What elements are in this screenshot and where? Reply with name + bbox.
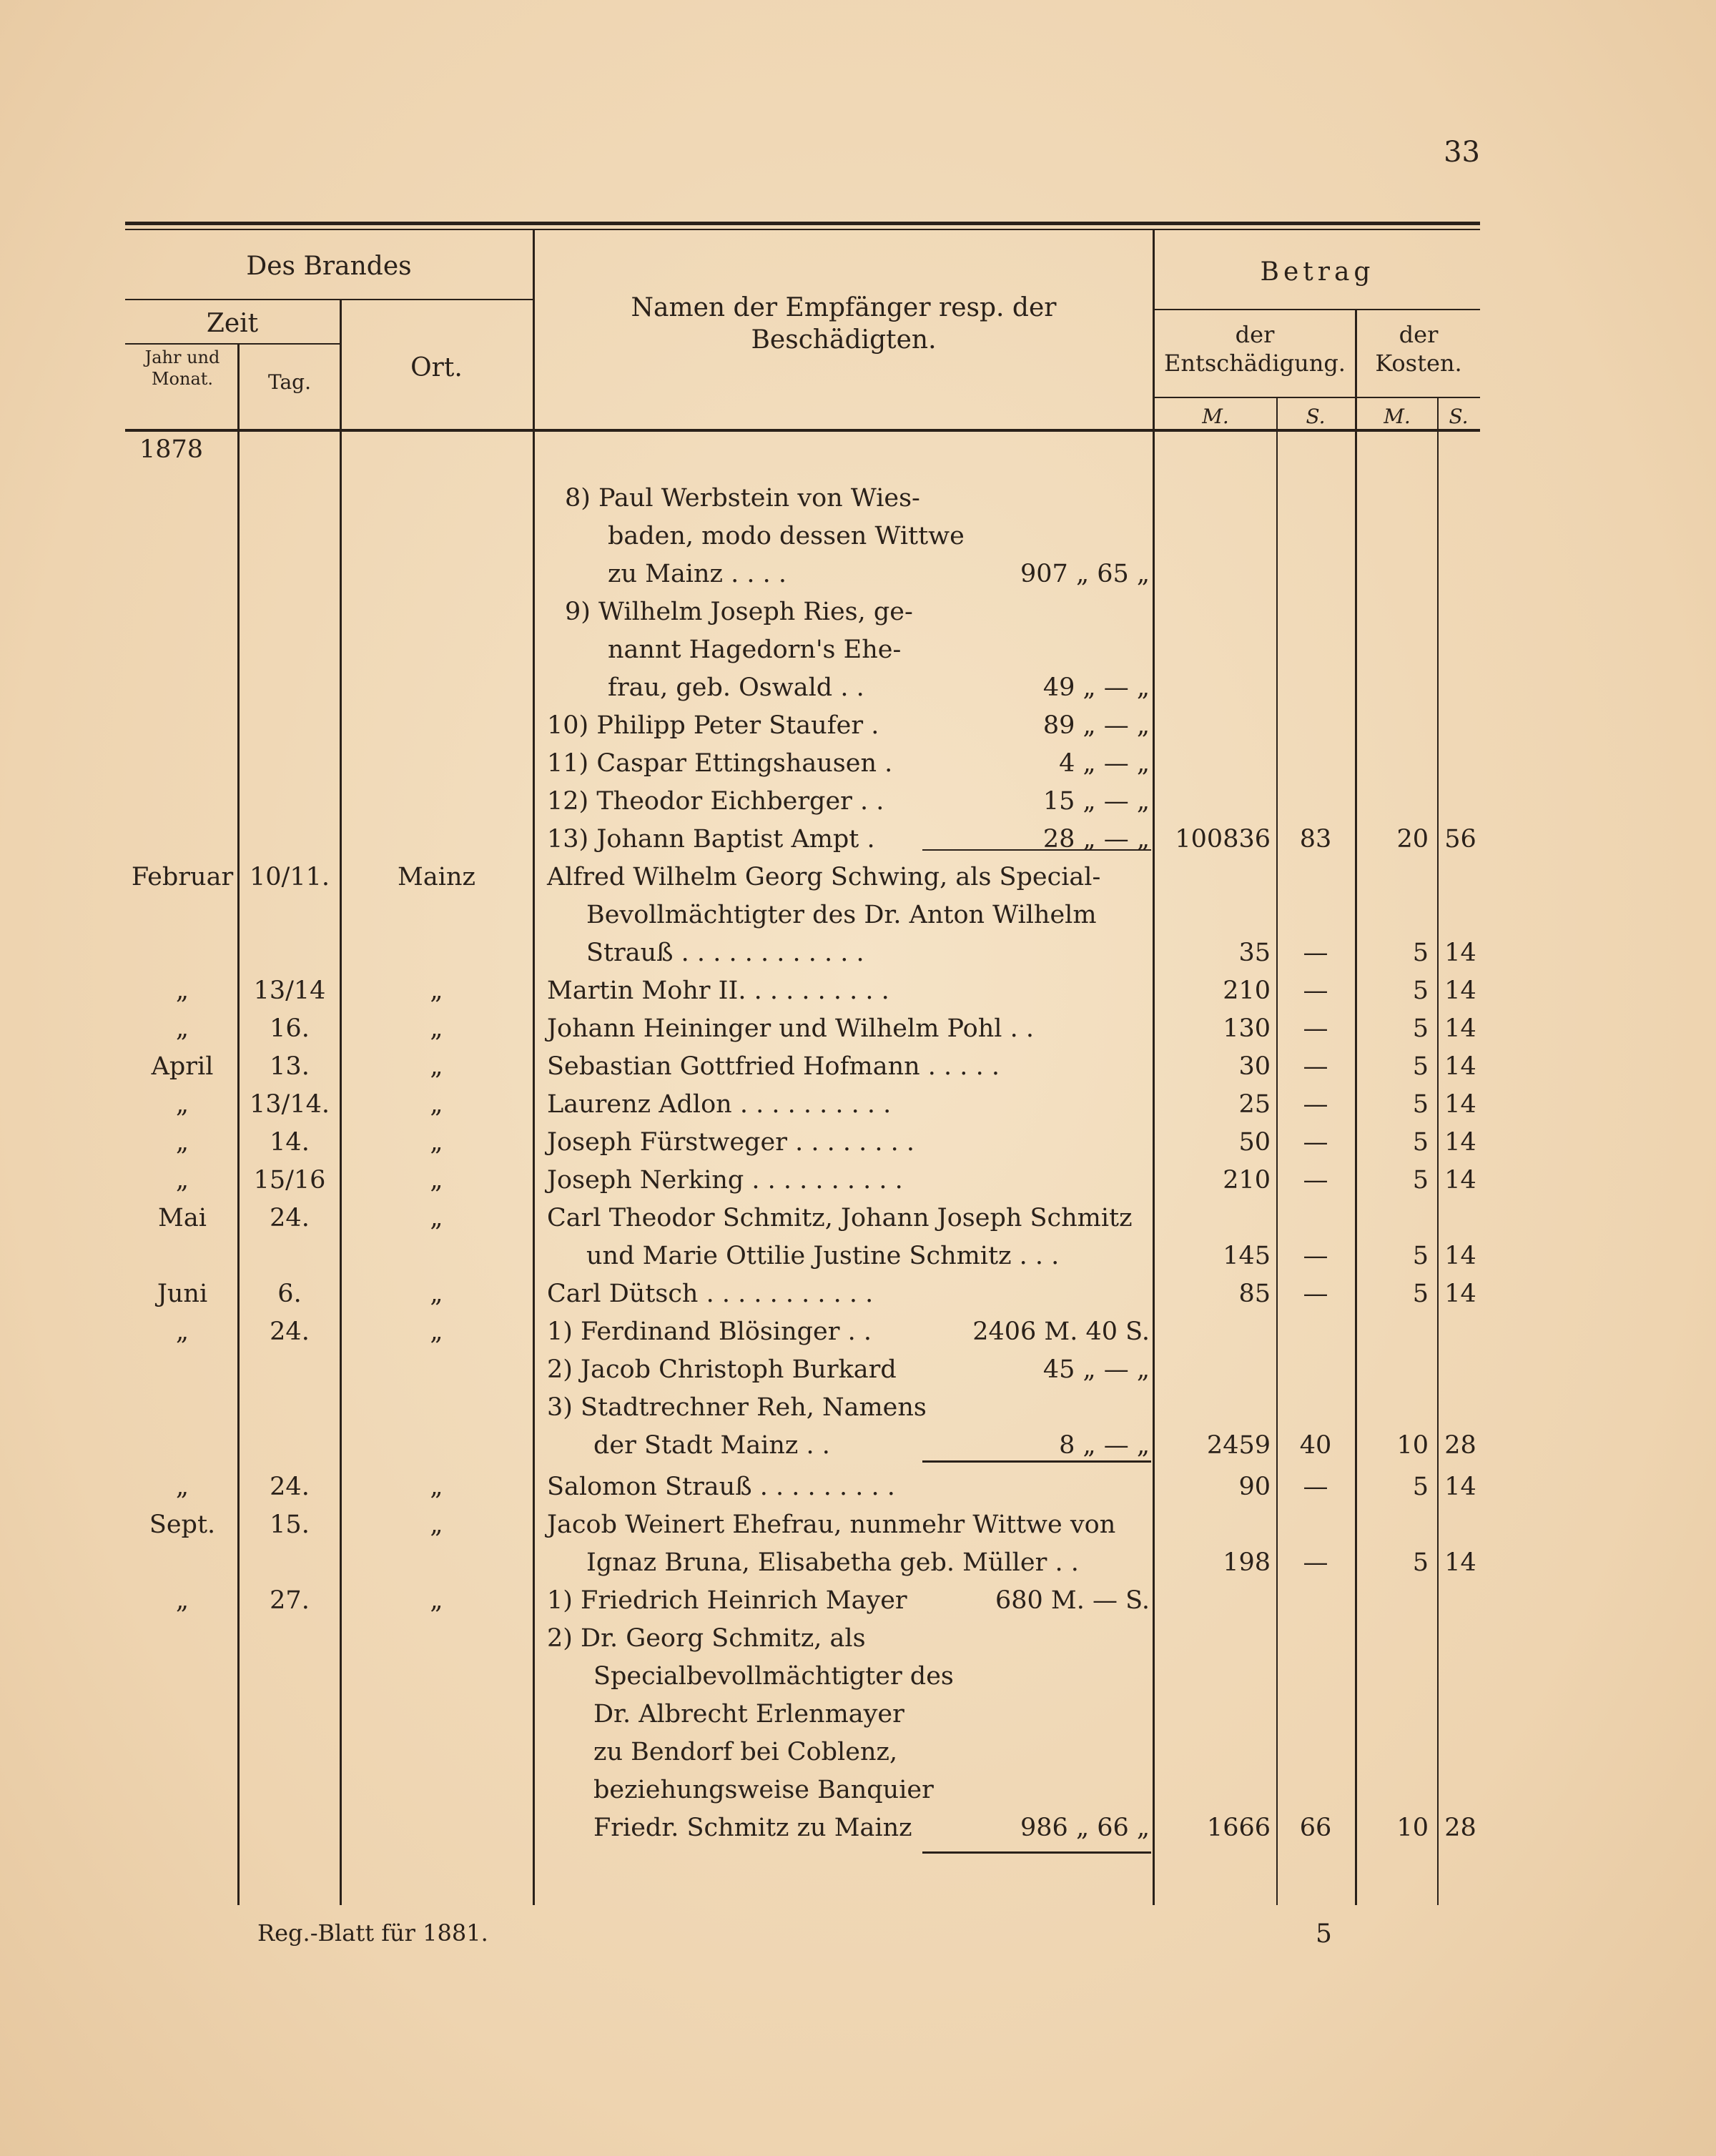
month-cell: „	[175, 1014, 189, 1043]
place-cell: „	[430, 976, 443, 1005]
place-cell: „	[430, 1510, 443, 1539]
place-cell: „	[430, 1280, 443, 1308]
recipient-text: 2) Jacob Christoph Burkard	[547, 1355, 897, 1384]
kosten-pf: 14	[1444, 939, 1476, 967]
entschaedigung-pf: —	[1303, 939, 1328, 967]
entschaedigung-pf: —	[1303, 1280, 1328, 1308]
month-cell: „	[175, 1586, 189, 1615]
recipient-text: Joseph Fürstweger . . . . . . . .	[547, 1128, 914, 1157]
entschaedigung-pf: —	[1303, 1166, 1328, 1195]
footer-right: 5	[1316, 1919, 1332, 1949]
day-cell: 24.	[270, 1204, 310, 1232]
day-cell: 24.	[270, 1317, 310, 1346]
entschaedigung-mark: 85	[1238, 1280, 1271, 1308]
entschaedigung-mark: 198	[1223, 1548, 1271, 1577]
recipient-text: Ignaz Bruna, Elisabetha geb. Müller . .	[586, 1548, 1079, 1577]
entschaedigung-pf: —	[1303, 976, 1328, 1005]
recipient-text: frau, geb. Oswald . .	[608, 673, 864, 702]
sub-amount: 680 M. — S.	[995, 1586, 1150, 1615]
header-betrag: Betrag	[1260, 257, 1375, 287]
header-tag: Tag.	[267, 370, 312, 394]
recipient-text: Friedr. Schmitz zu Mainz	[593, 1814, 912, 1842]
col-line-kosten-pf	[1437, 397, 1439, 1905]
recipient-text: baden, modo dessen Wittwe	[608, 522, 965, 550]
kosten-mark: 5	[1412, 1473, 1429, 1501]
kosten-mark: 5	[1412, 1128, 1429, 1157]
day-cell: 10/11.	[250, 863, 330, 891]
entschaedigung-mark: 100836	[1175, 825, 1271, 854]
sub-amount: 28 „ — „	[1042, 825, 1150, 854]
kosten-pf: 28	[1444, 1431, 1476, 1460]
kosten-mark: 5	[1412, 976, 1429, 1005]
kosten-mark: 5	[1412, 1052, 1429, 1081]
month-cell: „	[175, 1317, 189, 1346]
top-rule	[125, 222, 1480, 225]
footer-left: Reg.-Blatt für 1881.	[257, 1919, 488, 1947]
entschaedigung-pf: —	[1303, 1052, 1328, 1081]
kosten-pf: 14	[1444, 1128, 1476, 1157]
month-cell: „	[175, 1090, 189, 1119]
entschaedigung-mark: 35	[1238, 939, 1271, 967]
month-cell: Sept.	[149, 1510, 216, 1539]
sum-rule-3	[922, 1851, 1151, 1854]
entschaedigung-pf: —	[1303, 1473, 1328, 1501]
month-cell: „	[175, 1473, 189, 1501]
entschaedigung-mark: 130	[1223, 1014, 1271, 1043]
recipient-text: Alfred Wilhelm Georg Schwing, als Special-	[547, 863, 1101, 891]
recipient-text: Jacob Weinert Ehefrau, nunmehr Wittwe von	[547, 1510, 1116, 1539]
recipient-text: Laurenz Adlon . . . . . . . . . .	[547, 1090, 892, 1119]
place-cell: „	[430, 1014, 443, 1043]
kosten-pf: 14	[1444, 1473, 1476, 1501]
day-cell: 15.	[270, 1510, 310, 1539]
sub-amount: 45 „ — „	[1042, 1355, 1150, 1384]
year-cell: 1878	[139, 435, 204, 464]
entschaedigung-pf: 66	[1299, 1814, 1332, 1842]
sum-rule-2	[922, 1460, 1151, 1463]
place-cell: „	[430, 1128, 443, 1157]
header-mark-1: M.	[1202, 405, 1229, 428]
entschaedigung-pf: —	[1303, 1014, 1328, 1043]
recipient-text: 13) Johann Baptist Ampt .	[547, 825, 875, 854]
entschaedigung-mark: 2459	[1206, 1431, 1271, 1460]
day-cell: 27.	[270, 1586, 310, 1615]
col-line-tag	[237, 343, 240, 1905]
top-rule-thin	[125, 229, 1480, 230]
kosten-mark: 5	[1412, 1014, 1429, 1043]
recipient-text: Joseph Nerking . . . . . . . . . .	[547, 1166, 903, 1195]
entschaedigung-mark: 30	[1238, 1052, 1271, 1081]
kosten-mark: 10	[1396, 1814, 1429, 1842]
recipient-text: 1) Friedrich Heinrich Mayer	[547, 1586, 907, 1615]
header-ort: Ort.	[410, 353, 463, 382]
day-cell: 13/14.	[250, 1090, 330, 1119]
kosten-pf: 14	[1444, 1242, 1476, 1270]
recipient-text: 3) Stadtrechner Reh, Namens	[547, 1393, 927, 1422]
sub-amount: 15 „ — „	[1042, 787, 1150, 816]
kosten-pf: 14	[1444, 1548, 1476, 1577]
kosten-mark: 10	[1396, 1431, 1429, 1460]
place-cell: „	[430, 1052, 443, 1081]
page-number: 33	[1444, 136, 1480, 169]
place-cell: „	[430, 1204, 443, 1232]
recipient-text: zu Bendorf bei Coblenz,	[593, 1738, 898, 1766]
recipient-text: Salomon Strauß . . . . . . . . .	[547, 1473, 895, 1501]
sub-amount: 986 „ 66 „	[1020, 1814, 1150, 1842]
place-cell: „	[430, 1090, 443, 1119]
recipient-text: Sebastian Gottfried Hofmann . . . . .	[547, 1052, 1000, 1081]
entschaedigung-mark: 25	[1238, 1090, 1271, 1119]
day-cell: 13.	[270, 1052, 310, 1081]
kosten-pf: 14	[1444, 1090, 1476, 1119]
day-cell: 15/16	[253, 1166, 326, 1195]
recipient-text: Dr. Albrecht Erlenmayer	[593, 1700, 904, 1729]
recipient-text: Carl Theodor Schmitz, Johann Joseph Schmitz	[547, 1204, 1133, 1232]
recipient-text: zu Mainz . . . .	[608, 560, 786, 588]
recipient-text: Specialbevollmächtigter des	[593, 1662, 954, 1691]
recipient-text: 8) Paul Werbstein von Wies-	[565, 484, 920, 513]
sub-amount: 2406 M. 40 S.	[972, 1317, 1150, 1346]
day-cell: 13/14	[253, 976, 326, 1005]
recipient-text: Johann Heininger und Wilhelm Pohl . .	[547, 1014, 1034, 1043]
kosten-pf: 14	[1444, 1014, 1476, 1043]
sub-amount: 4 „ — „	[1059, 749, 1150, 778]
day-cell: 14.	[270, 1128, 310, 1157]
header-namen: Namen der Empfänger resp. der Beschädigten.	[631, 293, 1057, 355]
recipient-text: der Stadt Mainz . .	[593, 1431, 830, 1460]
rule-under-betrag	[1155, 309, 1480, 310]
entschaedigung-pf: —	[1303, 1128, 1328, 1157]
header-pf-2: S.	[1449, 405, 1469, 428]
day-cell: 16.	[270, 1014, 310, 1043]
header-pf-1: S.	[1306, 405, 1326, 428]
header-des-brandes: Des Brandes	[246, 252, 412, 281]
header-entschaedigung: der Entschädigung.	[1164, 321, 1346, 377]
day-cell: 6.	[277, 1280, 302, 1308]
kosten-pf: 14	[1444, 976, 1476, 1005]
recipient-text: 10) Philipp Peter Staufer .	[547, 711, 879, 740]
kosten-mark: 20	[1396, 825, 1429, 854]
kosten-mark: 5	[1412, 939, 1429, 967]
header-zeit: Zeit	[206, 309, 259, 338]
header-mark-2: M.	[1384, 405, 1411, 428]
month-cell: „	[175, 976, 189, 1005]
recipient-text: 12) Theodor Eichberger . .	[547, 787, 884, 816]
kosten-pf: 14	[1444, 1166, 1476, 1195]
rule-under-zeit	[125, 343, 340, 345]
header-kosten: der Kosten.	[1375, 321, 1462, 377]
entschaedigung-pf: —	[1303, 1090, 1328, 1119]
place-cell: Mainz	[398, 863, 475, 891]
recipient-text: Strauß . . . . . . . . . . . .	[586, 939, 864, 967]
month-cell: „	[175, 1128, 189, 1157]
entschaedigung-mark: 1666	[1206, 1814, 1271, 1842]
sub-amount: 49 „ — „	[1042, 673, 1150, 702]
recipient-text: 11) Caspar Ettingshausen .	[547, 749, 893, 778]
month-cell: Mai	[158, 1204, 207, 1232]
recipient-text: beziehungsweise Banquier	[593, 1776, 934, 1804]
sub-amount: 8 „ — „	[1059, 1431, 1150, 1460]
header-jahr-monat: Jahr und Monat.	[144, 347, 220, 389]
place-cell: „	[430, 1317, 443, 1346]
kosten-mark: 5	[1412, 1090, 1429, 1119]
month-cell: „	[175, 1166, 189, 1195]
kosten-pf: 14	[1444, 1280, 1476, 1308]
recipient-text: 9) Wilhelm Joseph Ries, ge-	[565, 598, 913, 626]
entschaedigung-pf: 83	[1299, 825, 1332, 854]
entschaedigung-pf: 40	[1299, 1431, 1332, 1460]
rule-under-subheads	[1155, 397, 1480, 398]
month-cell: April	[151, 1052, 214, 1081]
kosten-pf: 28	[1444, 1814, 1476, 1842]
place-cell: „	[430, 1473, 443, 1501]
sub-amount: 907 „ 65 „	[1020, 560, 1150, 588]
kosten-mark: 5	[1412, 1548, 1429, 1577]
recipient-text: nannt Hagedorn's Ehe-	[608, 636, 902, 664]
entschaedigung-mark: 210	[1223, 976, 1271, 1005]
kosten-mark: 5	[1412, 1280, 1429, 1308]
kosten-mark: 5	[1412, 1242, 1429, 1270]
recipient-text: Bevollmächtigter des Dr. Anton Wilhelm	[586, 901, 1097, 929]
kosten-pf: 56	[1444, 825, 1476, 854]
recipient-text: und Marie Ottilie Justine Schmitz . . .	[586, 1242, 1060, 1270]
entschaedigung-mark: 90	[1238, 1473, 1271, 1501]
recipient-text: 2) Dr. Georg Schmitz, als	[547, 1624, 866, 1653]
rule-under-des-brandes	[125, 299, 533, 300]
kosten-mark: 5	[1412, 1166, 1429, 1195]
place-cell: „	[430, 1586, 443, 1615]
col-line-namen	[533, 230, 535, 1905]
kosten-pf: 14	[1444, 1052, 1476, 1081]
recipient-text: 1) Ferdinand Blösinger . .	[547, 1317, 872, 1346]
place-cell: „	[430, 1166, 443, 1195]
entschaedigung-mark: 145	[1223, 1242, 1271, 1270]
entschaedigung-pf: —	[1303, 1548, 1328, 1577]
month-cell: Juni	[157, 1280, 208, 1308]
entschaedigung-mark: 210	[1223, 1166, 1271, 1195]
entschaedigung-pf: —	[1303, 1242, 1328, 1270]
recipient-text: Carl Dütsch . . . . . . . . . . .	[547, 1280, 874, 1308]
month-cell: Februar	[131, 863, 234, 891]
sub-amount: 89 „ — „	[1042, 711, 1150, 740]
entschaedigung-mark: 50	[1238, 1128, 1271, 1157]
recipient-text: Martin Mohr II. . . . . . . . . .	[547, 976, 889, 1005]
day-cell: 24.	[270, 1473, 310, 1501]
